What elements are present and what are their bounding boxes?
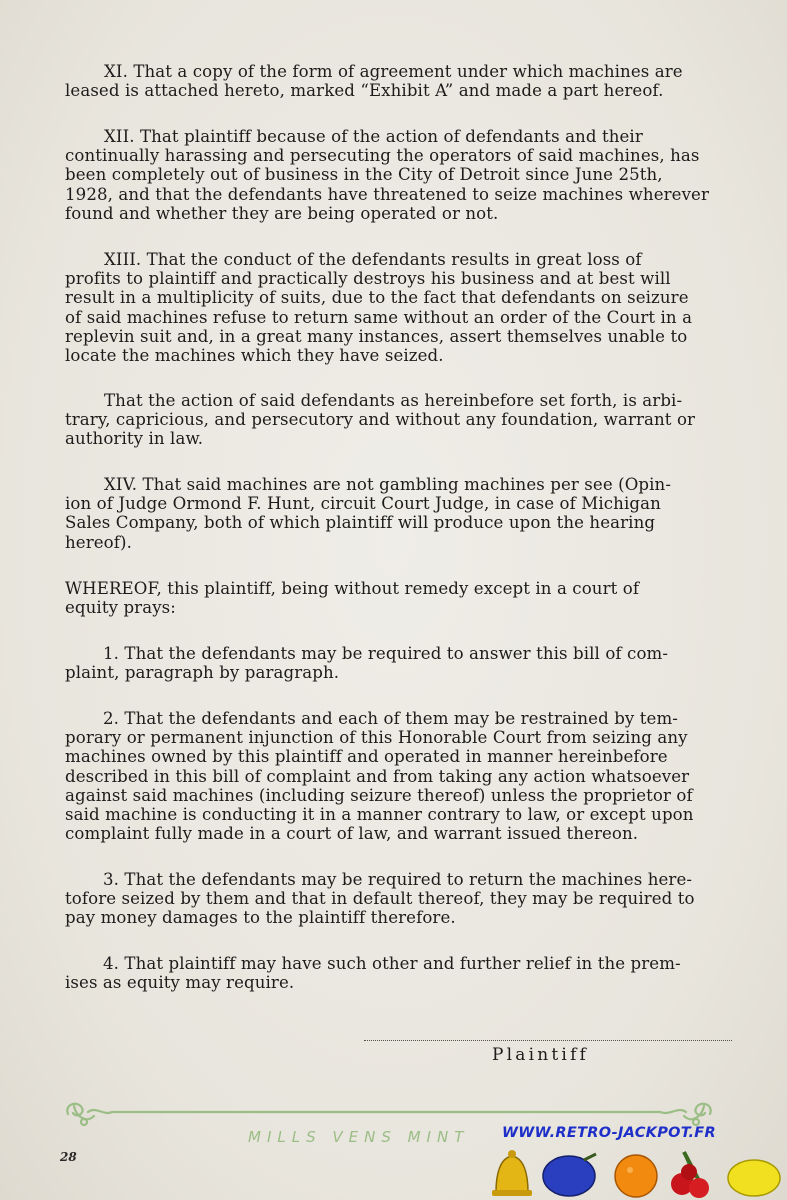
paragraph-line: XIV. That said machines are not gambling machines per see (Opin-	[104, 475, 672, 494]
paragraph-line: machines owned by this plaintiff and operated in manner hereinbefore	[65, 747, 668, 767]
prayer-item-2	[65, 709, 733, 843]
paragraph-line: XI. That a copy of the form of agreement under which machines are	[104, 62, 683, 81]
prayer-item-1	[65, 644, 733, 682]
paragraph-line: pay money damages to the plaintiff therefore.	[65, 908, 456, 928]
paragraph-line: locate the machines which they have seized.	[65, 346, 444, 366]
paragraph-line: 1. That the defendants may be required to answer this bill of com-	[103, 644, 669, 663]
paragraph-line: trary, capricious, and persecutory and without any foundation, warrant or	[65, 410, 696, 430]
paragraph-xii	[65, 127, 733, 223]
orange-icon	[615, 1155, 657, 1197]
signature-line	[364, 1040, 732, 1041]
paragraph-whereof	[65, 579, 733, 617]
paragraph-line: XIII. That the conduct of the defendants results in great loss of	[104, 250, 642, 269]
paragraph-line: of said machines refuse to return same without an order of the Court in a	[65, 307, 693, 327]
paragraph-action	[65, 391, 733, 449]
paragraph-line: complaint fully made in a court of law, and warrant issued thereon.	[65, 824, 639, 844]
page-number: 28	[60, 1150, 77, 1164]
paragraph-line: XII. That plaintiff because of the action of defendants and their	[104, 127, 643, 146]
bell-icon	[492, 1150, 532, 1196]
paragraph-line: That the action of said defendants as hereinbefore set forth, is arbi-	[104, 391, 683, 410]
slot-symbols-icon	[484, 1144, 784, 1200]
paragraph-line: leased is attached hereto, marked “Exhibit A” and made a part hereof.	[65, 81, 664, 101]
paragraph-xiv	[65, 475, 733, 552]
prayer-item-3	[65, 870, 733, 928]
paragraph-line: replevin suit and, in a great many instances, assert themselves unable to	[65, 326, 688, 346]
plum-icon	[543, 1154, 596, 1196]
paragraph-line: 3. That the defendants may be required to return the machines here-	[103, 870, 693, 889]
paragraph-line: Sales Company, both of which plaintiff will produce upon the hearing	[65, 513, 656, 533]
paragraph-line: described in this bill of complaint and from taking any action whatsoever	[65, 766, 690, 786]
paragraph-line: porary or permanent injunction of this Honorable Court from seizing any	[65, 728, 688, 748]
signature-label: Plaintiff	[492, 1045, 590, 1065]
paragraph-line: result in a multiplicity of suits, due to the fact that defendants on seizure	[65, 288, 689, 308]
paragraph-line: found and whether they are being operated or not.	[65, 203, 499, 223]
paragraph-line: hereof).	[65, 532, 132, 552]
prayer-item-4	[65, 954, 733, 992]
paragraph-line: WHEREOF, this plaintiff, being without remedy except in a court of	[65, 579, 640, 598]
paragraph-line: ises as equity may require.	[65, 973, 295, 993]
paragraph-line: against said machines (including seizure thereof) unless the proprietor of	[65, 785, 693, 805]
paragraph-line: 1928, and that the defendants have threatened to seize machines wherever	[65, 184, 710, 204]
paragraph-line: said machine is conducting it in a manner contrary to law, or except upon	[65, 805, 694, 825]
paragraph-line: equity prays:	[65, 598, 176, 618]
paragraph-line: profits to plaintiff and practically destroys his business and at best will	[65, 269, 671, 289]
watermark-link[interactable]: WWW.RETRO-JACKPOT.FR	[502, 1125, 716, 1141]
paragraph-xiii	[65, 250, 733, 365]
paragraph-line: tofore seized by them and that in default thereof, they may be required to	[65, 889, 695, 909]
paragraph-line: 2. That the defendants and each of them may be restrained by tem-	[103, 709, 679, 728]
paragraph-line: plaint, paragraph by paragraph.	[65, 663, 340, 683]
footer-title: MILLS VENS MINT	[248, 1128, 470, 1146]
paragraph-xi	[65, 62, 733, 100]
lemon-icon	[728, 1160, 780, 1196]
paragraph-line: 4. That plaintiff may have such other and further relief in the prem-	[103, 954, 681, 973]
paragraph-line: been completely out of business in the City of Detroit since June 25th,	[65, 165, 663, 185]
paragraph-line: authority in law.	[65, 429, 204, 449]
paragraph-line: ion of Judge Ormond F. Hunt, circuit Court Judge, in case of Michigan	[65, 494, 661, 514]
paragraph-line: continually harassing and persecuting the operators of said machines, has	[65, 146, 700, 166]
cherries-icon	[671, 1152, 709, 1198]
